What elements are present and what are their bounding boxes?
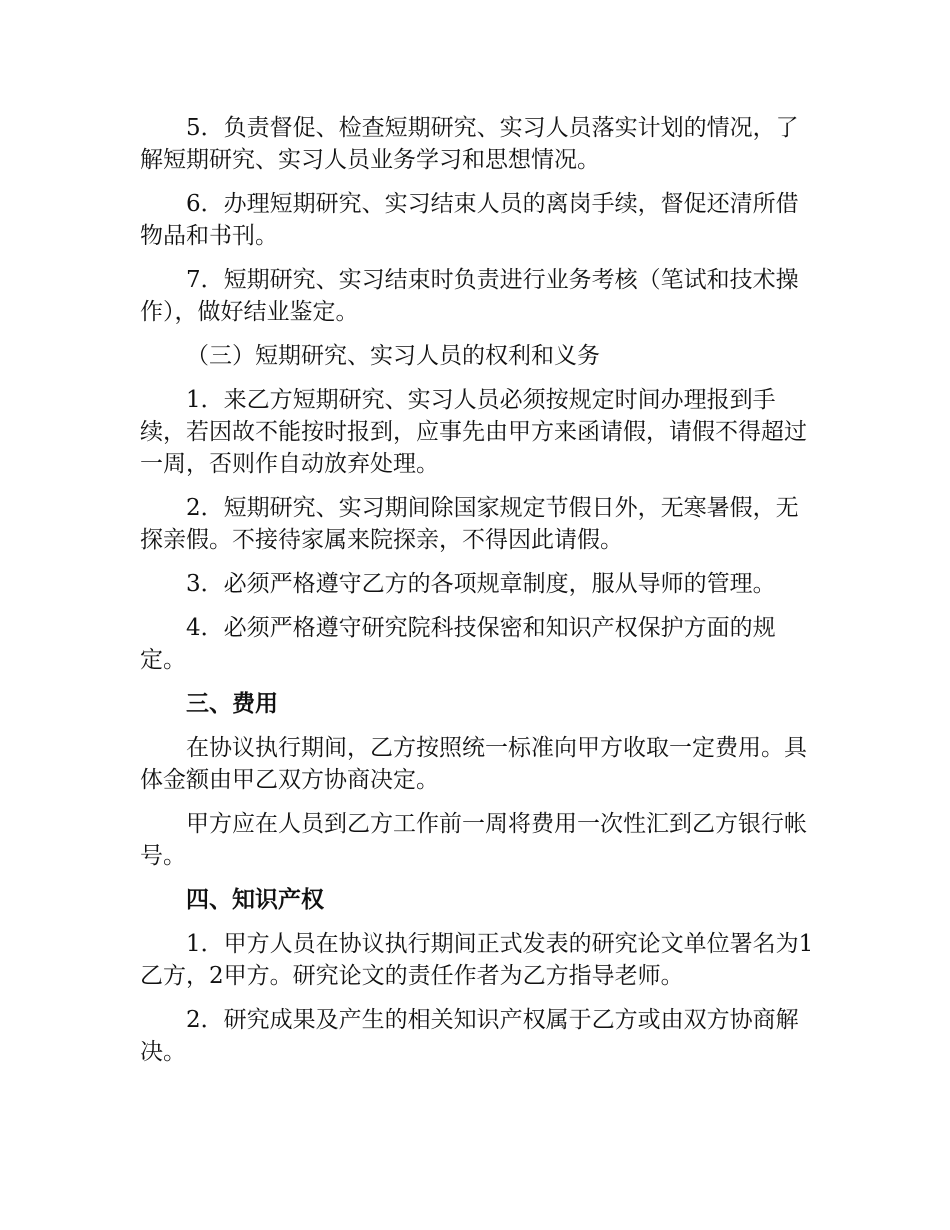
paragraph-fees-1: 在协议执行期间，乙方按照统一标准向甲方收取一定费用。具体金额由甲乙双方协商决定。 [140, 735, 807, 793]
paragraph-right-3: 3．必须严格遵守乙方的各项规章制度，服从导师的管理。 [186, 571, 776, 597]
paragraph-item-7: 7．短期研究、实习结束时负责进行业务考核（笔试和技术操作），做好结业鉴定。 [140, 267, 799, 325]
paragraph-fees-2: 甲方应在人员到乙方工作前一周将费用一次性汇到乙方银行帐号。 [140, 811, 807, 869]
paragraph-right-4: 4．必须严格遵守研究院科技保密和知识产权保护方面的规定。 [140, 615, 776, 673]
subsection-title: （三）短期研究、实习人员的权利和义务 [186, 343, 600, 369]
paragraph-item-5: 5．负责督促、检查短期研究、实习人员落实计划的情况，了解短期研究、实习人员业务学习和思想情况。 [140, 115, 799, 173]
document-body [140, 112, 820, 1080]
section-heading-fees: 三、费用 [186, 691, 278, 717]
paragraph-ip-2: 2．研究成果及产生的相关知识产权属于乙方或由双方协商解决。 [140, 1007, 799, 1065]
paragraph-ip-1: 1．甲方人员在协议执行期间正式发表的研究论文单位署名为1乙方，2甲方。研究论文的责任作者为乙方指导老师。 [140, 931, 814, 989]
paragraph-item-6: 6．办理短期研究、实习结束人员的离岗手续，督促还清所借物品和书刊。 [140, 191, 799, 249]
paragraph-right-1: 1．来乙方短期研究、实习人员必须按规定时间办理报到手续，若因故不能按时报到，应事先由甲方来函请假，请假不得超过一周，否则作自动放弃处理。 [140, 387, 807, 477]
section-heading-ip: 四、知识产权 [186, 887, 324, 913]
paragraph-right-2: 2．短期研究、实习期间除国家规定节假日外，无寒暑假，无探亲假。不接待家属来院探亲，不得因此请假。 [140, 495, 799, 553]
